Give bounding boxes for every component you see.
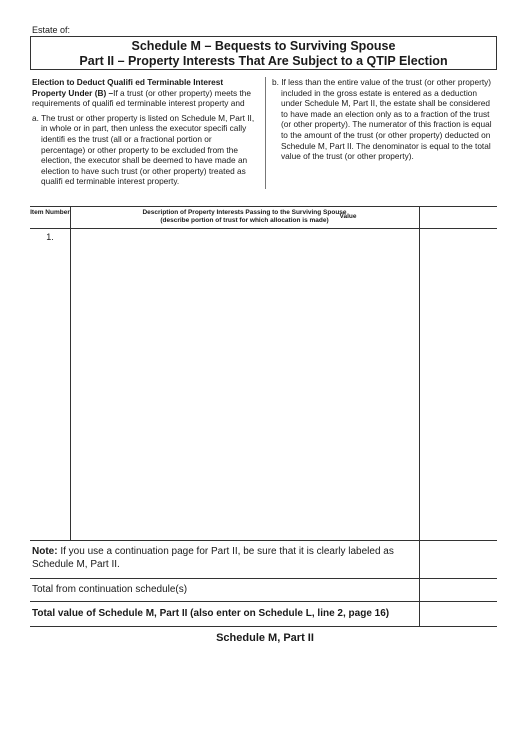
value-header: Value (339, 213, 357, 220)
note-label: Note: (32, 546, 58, 557)
continuation-total-field[interactable] (420, 579, 496, 601)
description-header-line2: (describe portion of trust for which allocation is made) (160, 217, 329, 224)
instructions-right (272, 77, 498, 162)
note-text: If you use a continuation page for Part II, be sure that it is clearly labeled as Schedule M, Part II. (32, 546, 394, 570)
instruction-item-a: a. The trust or other property is listed on Schedule M, Part II, in whole or in part, then unless the executor specifi cally identifi es the trust (all or a fractional portion or percentage) or other property to be excluded from the election, the executor shall be deemed to have made an election to have such trust (or other property) treated as qualifi ed terminable interest property. (32, 112, 255, 187)
item-number-1: 1. (46, 232, 54, 242)
table-top-border (30, 206, 497, 207)
instructions-left (32, 77, 258, 191)
title-box (30, 36, 497, 70)
table-bottom-border (30, 626, 497, 627)
description-entry-area[interactable] (71, 229, 418, 539)
description-header-line1: Description of Property Interests Passing to the Surviving Spouse (142, 209, 347, 216)
part-title: Part II – Property Interests That Are Subject to a QTIP Election (79, 54, 448, 68)
grand-total-label: Total value of Schedule M, Part II (also enter on Schedule L, line 2, page 16) (32, 608, 390, 619)
value-entry-area[interactable] (420, 229, 496, 539)
note-top-border (30, 540, 497, 541)
footer-title: Schedule M, Part II (216, 632, 314, 644)
grand-total-field[interactable] (420, 602, 496, 625)
continuation-total-label: Total from continuation schedule(s) (32, 584, 188, 595)
election-heading: Election to Deduct Qualifi ed Terminable Interest Property Under (B) – (32, 77, 224, 98)
column-divider (265, 77, 266, 189)
item-number-header: Item Number (30, 209, 70, 216)
schedule-title: Schedule M – Bequests to Surviving Spouse (131, 39, 396, 53)
note-row (32, 545, 417, 571)
estate-label: Estate of: (32, 25, 71, 35)
election-intro-text: If a trust (or other property) meets the requirements of qualifi ed terminable interest property and (32, 87, 252, 109)
instruction-item-b: b. If less than the entire value of the trust (or other property) included in the gross estate is entered as a deduction under Schedule M, Part II, the estate shall be considered to have made an election only as to a fraction of the trust (or other property). The numerator of this fraction is equal to the amount of the trust (or other property) deducted on Schedule M, Part II. The denominator is equal to the total value of the trust (or other property). (272, 77, 492, 162)
election-intro (32, 77, 258, 109)
